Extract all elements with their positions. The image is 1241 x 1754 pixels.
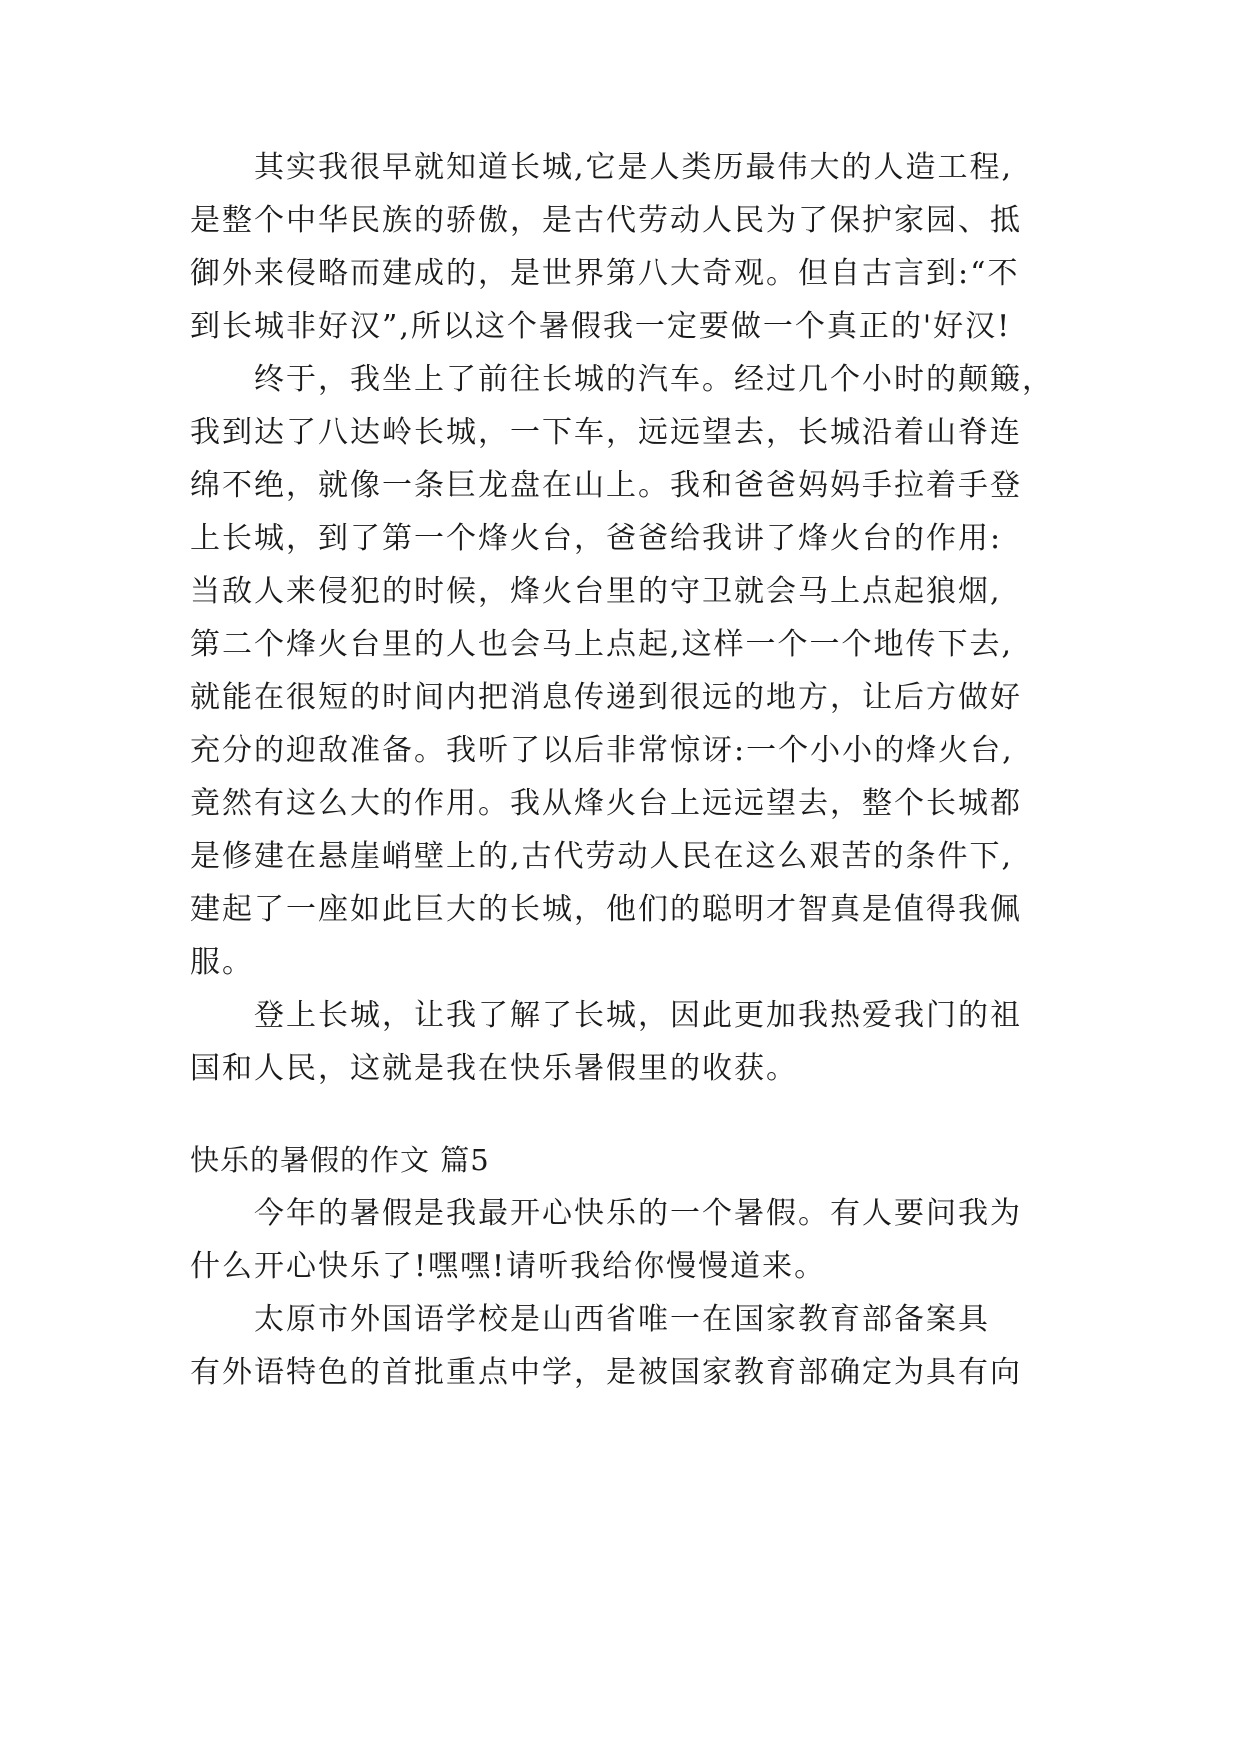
text-line: 是整个中华民族的骄傲，是古代劳动人民为了保护家园、抵 — [190, 203, 1022, 238]
text-line: 就能在很短的时间内把消息传递到很远的地方，让后方做好 — [190, 680, 1022, 715]
text-line: 竟然有这么大的作用。我从烽火台上远远望去，整个长城都 — [190, 786, 1022, 821]
text-line: 绵不绝，就像一条巨龙盘在山上。我和爸爸妈妈手拉着手登 — [190, 468, 1022, 503]
text-line: 到长城非好汉”,所以这个暑假我一定要做一个真正的'好汉! — [190, 309, 1012, 344]
text-line: 今年的暑假是我最开心快乐的一个暑假。有人要问我为 — [254, 1196, 1022, 1231]
text-line: 其实我很早就知道长城,它是人类历最伟大的人造工程, — [254, 150, 1014, 185]
text-line: 御外来侵略而建成的，是世界第八大奇观。但自古言到:“不 — [190, 256, 1020, 291]
text-line: 充分的迎敌准备。我听了以后非常惊讶:一个小小的烽火台, — [190, 733, 1014, 768]
text-line: 有外语特色的首批重点中学，是被国家教育部确定为具有向 — [190, 1355, 1022, 1390]
text-line: 终于，我坐上了前往长城的汽车。经过几个小时的颠簸， — [254, 362, 1054, 397]
text-line: 第二个烽火台里的人也会马上点起,这样一个一个地传下去, — [190, 627, 1014, 662]
text-line: 建起了一座如此巨大的长城，他们的聪明才智真是值得我佩 — [190, 892, 1022, 927]
text-line: 我到达了八达岭长城，一下车，远远望去，长城沿着山脊连 — [190, 415, 1022, 450]
text-line: 当敌人来侵犯的时候，烽火台里的守卫就会马上点起狼烟, — [190, 574, 1002, 609]
text-line: 上长城，到了第一个烽火台，爸爸给我讲了烽火台的作用: — [190, 521, 1003, 556]
section-heading: 快乐的暑假的作文 篇5 — [190, 1143, 490, 1177]
text-line: 太原市外国语学校是山西省唯一在国家教育部备案具 — [254, 1302, 990, 1337]
text-line: 登上长城，让我了解了长城，因此更加我热爱我门的祖 — [254, 998, 1022, 1033]
text-line: 什么开心快乐了!嘿嘿!请听我给你慢慢道来。 — [190, 1249, 827, 1284]
text-line: 服。 — [190, 945, 254, 980]
text-line: 是修建在悬崖峭壁上的,古代劳动人民在这么艰苦的条件下, — [190, 839, 1014, 874]
text-line: 国和人民，这就是我在快乐暑假里的收获。 — [190, 1051, 798, 1086]
